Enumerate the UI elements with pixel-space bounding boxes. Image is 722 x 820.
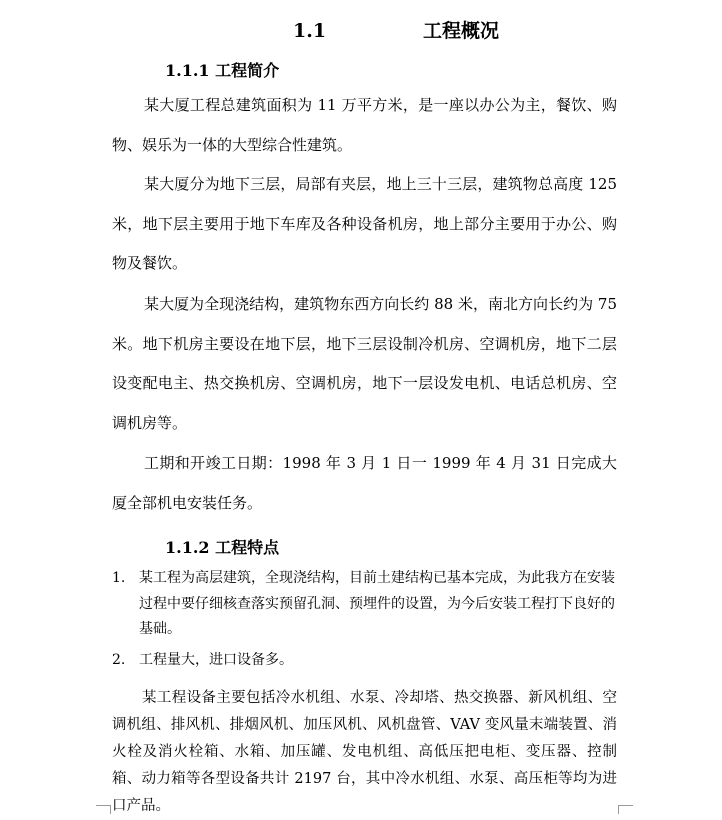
list-item bbox=[112, 566, 617, 643]
paragraph-intro-1: 某大厦工程总建筑面积为 11 万平方米，是一座以办公为主，餐饮、购物、娱乐为一体的大型综合性建筑。 bbox=[112, 96, 617, 154]
section-number: 1.1 bbox=[292, 20, 327, 42]
subsection-heading-1: 1.1.1 工程简介 bbox=[165, 61, 280, 80]
list-item bbox=[112, 648, 617, 674]
list-item-text: 工程量大，进口设备多。 bbox=[139, 651, 293, 668]
list-marker: 1. bbox=[112, 570, 126, 586]
paragraph-equipment: 某工程设备主要包括冷水机组、水泵、冷却塔、热交换器、新风机组、空调机组、排风机、排烟风机、加压风机、风机盘管、VAV 变风量末端装置、消火栓及消火栓箱、水箱、加压罐、发电机组、高低压把电柜、变压器、控制箱、动力箱等各型设备共计 2197 台，其中冷水机组、水泵、高压柜等均为进口产品。 bbox=[112, 690, 617, 814]
list-marker: 2. bbox=[112, 651, 126, 668]
section-heading bbox=[0, 16, 722, 43]
list-item-text: 某工程为高层建筑，全现浇结构，目前土建结构已基本完成，为此我方在安装过程中要仔细核查落实预留孔洞、预埋件的设置，为今后安装工程打下良好的基础。 bbox=[139, 570, 615, 637]
feature-list bbox=[112, 566, 617, 673]
section-title: 工程概况 bbox=[422, 20, 499, 42]
paragraph-intro-2: 某大厦分为地下三层，局部有夹层，地上三十三层，建筑物总高度 125 米，地下层主要用于地下车库及各种设备机房，地上部分主要用于办公、购物及餐饮。 bbox=[112, 175, 617, 272]
paragraph-intro-4: 工期和开竣工日期：1998 年 3 月 1 日一 1999 年 4 月 31 日完成大厦全部机电安装任务。 bbox=[112, 454, 617, 512]
subsection-heading-2: 1.1.2 工程特点 bbox=[165, 538, 280, 557]
paragraph-intro-3: 某大厦为全现浇结构，建筑物东西方向长约 88 米，南北方向长约为 75 米。地下机房主要设在地下层，地下三层设制冷机房、空调机房，地下二层设变配电主、热交换机房、空调机房，地下一层设发电机、电话总机房、空调机房等。 bbox=[112, 295, 617, 432]
